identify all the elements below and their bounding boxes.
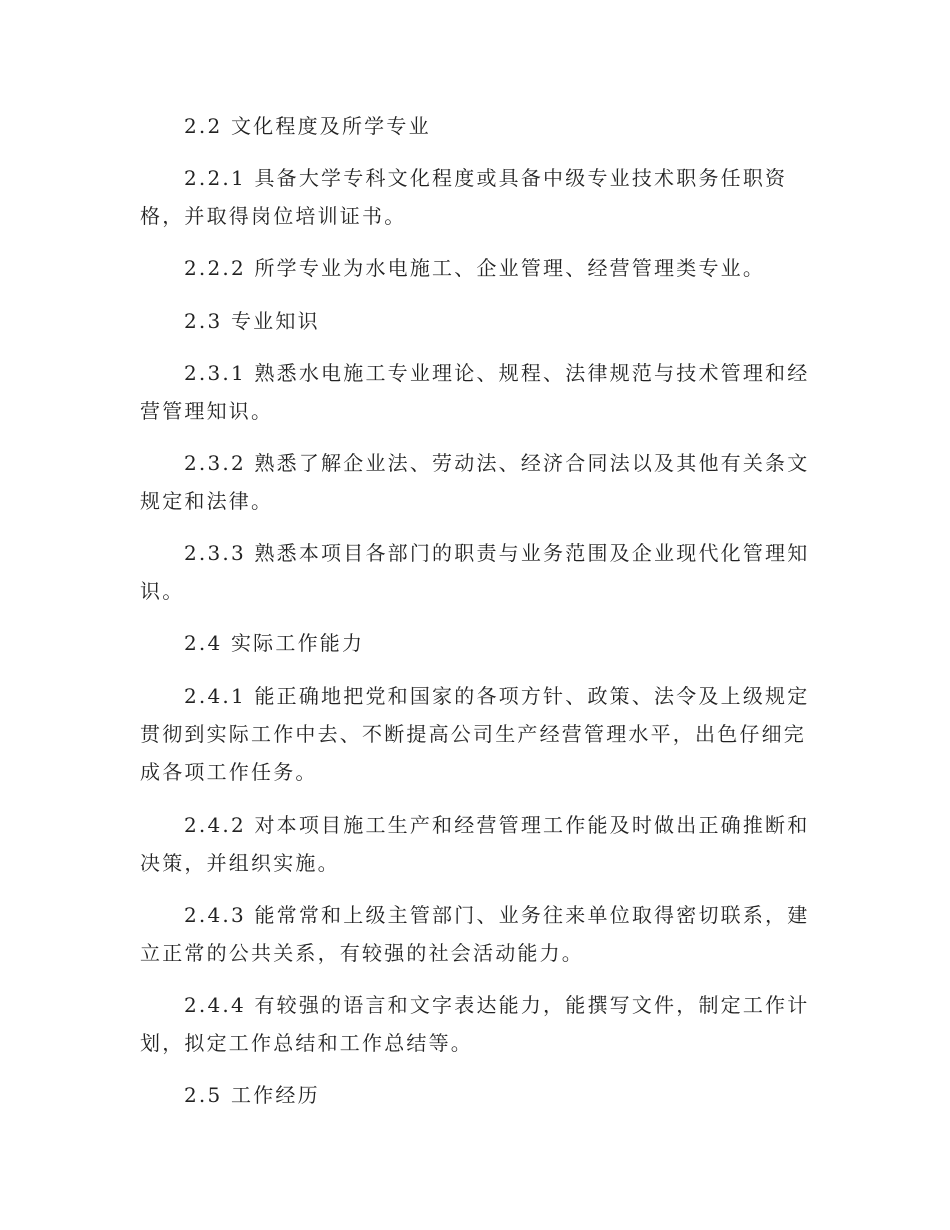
paragraph-2-4-3: 2.4.3 能常常和上级主管部门、业务往来单位取得密切联系，建立正常的公共关系，有较强的社会活动能力。 [140, 903, 810, 965]
section-heading-2-2: 2.2 文化程度及所学专业 [184, 114, 431, 138]
paragraph-2-2-1: 2.2.1 具备大学专科文化程度或具备中级专业技术职务任职资格，并取得岗位培训证书。 [140, 166, 788, 228]
section-heading-2-4: 2.4 实际工作能力 [184, 631, 365, 655]
paragraph-2-3-1: 2.3.1 熟悉水电施工专业理论、规程、法律规范与技术管理和经营管理知识。 [140, 361, 810, 423]
paragraph-2-2-2: 2.2.2 所学专业为水电施工、企业管理、经营管理类专业。 [184, 256, 766, 280]
section-heading-2-5: 2.5 工作经历 [184, 1083, 320, 1107]
section-heading-2-3: 2.3 专业知识 [184, 309, 320, 333]
paragraph-2-4-2: 2.4.2 对本项目施工生产和经营管理工作能及时做出正确推断和决策，并组织实施。 [140, 813, 810, 875]
paragraph-2-4-1: 2.4.1 能正确地把党和国家的各项方针、政策、法令及上级规定贯彻到实际工作中去、不断提高公司生产经营管理水平，出色仔细完成各项工作任务。 [140, 684, 810, 784]
paragraph-2-3-3: 2.3.3 熟悉本项目各部门的职责与业务范围及企业现代化管理知识。 [140, 541, 810, 603]
paragraph-2-4-4: 2.4.4 有较强的语言和文字表达能力，能撰写文件，制定工作计划，拟定工作总结和工作总结等。 [140, 993, 810, 1055]
paragraph-2-3-2: 2.3.2 熟悉了解企业法、劳动法、经济合同法以及其他有关条文规定和法律。 [140, 451, 810, 513]
